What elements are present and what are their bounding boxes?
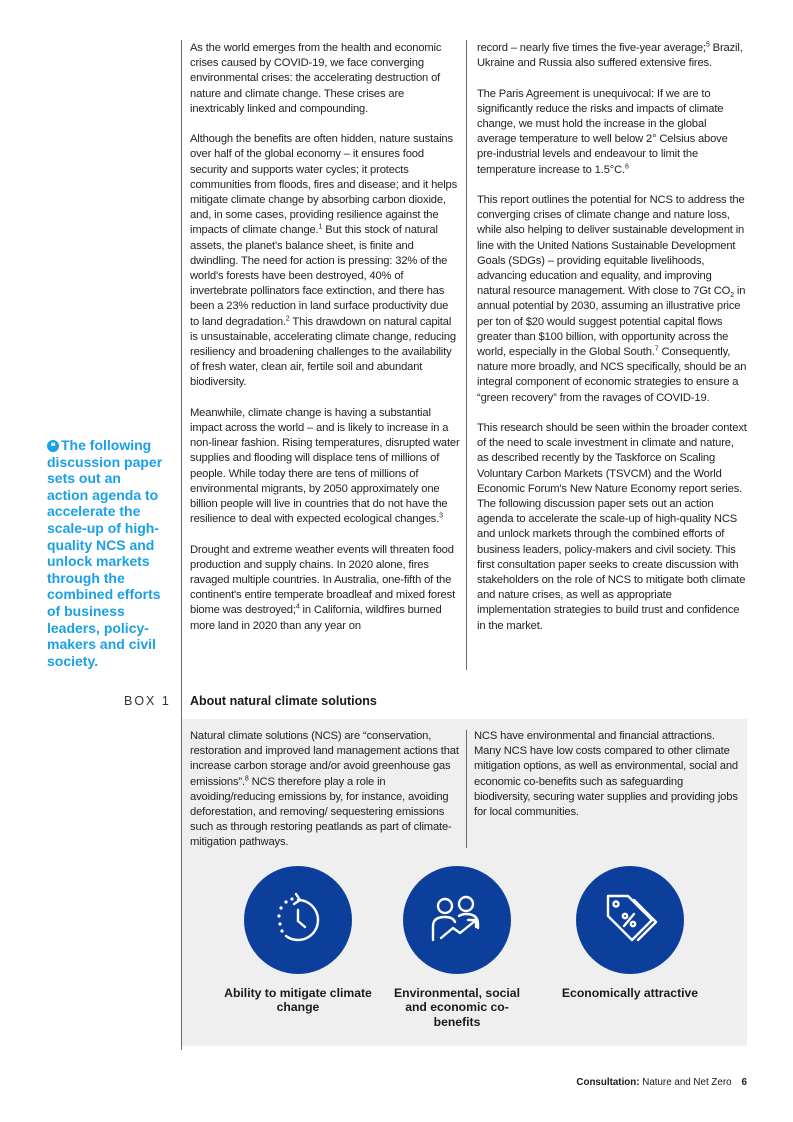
paragraph: This research should be seen within the broader context of the need to scale investment in climate and nature, as described recently by the Taskforce on Scaling Voluntary Carbon Markets (TSVCM) and the World Economic Forum's New Nature Economy report series. The following discussion paper sets out an action agenda to accelerate the scale-up of high-quality NCS and unlock markets through the combined efforts of business leaders, policy-makers and civil society. This first consultation paper seeks to create discussion with stakeholders on the role of NCS to mitigate both climate and nature crises, as well as appropriate implementation strategies to build trust and confidence in the market. (477, 422, 747, 632)
icon-label: Ability to mitigate climate change (224, 986, 372, 1015)
box-label: BOX 1 (124, 694, 171, 708)
paragraph: Meanwhile, climate change is having a substantial impact across the world – and is likely to increase in a non-linear fashion. Rising temperatures, disrupted water supplies and flooding will displace tens of millions of people. While today there are tens of millions of environmental migrants, by 2050 approximately one billion people will live in countries that do not have the resilience to deal with expected ecological changes.$^3$ (190, 406, 460, 526)
box-column-divider (466, 730, 467, 848)
page-footer (576, 1077, 747, 1088)
page-number: 6 (741, 1077, 747, 1088)
quote-icon: ❝ (47, 440, 59, 452)
paragraph: Drought and extreme weather events will threaten food production and supply chains. In 2020 alone, fires ravaged multiple countries. In Australia, one-fifth of the continent's entire temperate broadleaf and mixed forest biome was destroyed;$^4$ in California, wildfires burned more land in 2020 than any year on (190, 543, 456, 632)
box-text-left (190, 729, 460, 866)
paragraph: record – nearly five times the five-year average;$^5$ Brazil, Ukraine and Russia also suffered extensive fires. (477, 41, 743, 70)
pull-quote (47, 437, 165, 669)
icon-label: Environmental, social and economic co-benefits (394, 986, 520, 1029)
paragraph: This report outlines the potential for NCS to address the converging crises of climate change and nature loss, while also helping to deliver sustainable development in line with the United Nations Sustainable Development Goals (SDGs) – providing equitable livelihoods, advancing education and equality, and improving natural resource management. With close to 7Gt $CO_2$ in annual potential by 2030, assuming an illustrative price per ton of $20 would suggest potential capital flows greater than $100 billion, with opportunity across the world, especially in the Global South.$^7$ Consequently, nature more broadly, and NCS specifically, should be an integral component of economic strategies to ensure a “green recovery” from the ravages of COVID-19. (477, 194, 747, 404)
body-column-right (477, 41, 747, 649)
paragraph: NCS have environmental and financial attractions. Many NCS have low costs compared to other climate mitigation options, as well as environmental, social and economic co-benefits such as safeguarding biodiversity, securing water supplies and providing jobs for local communities. (474, 730, 738, 819)
paragraph: Natural climate solutions (NCS) are “conservation, restoration and improved land management actions that increase carbon storage and/or avoid greenhouse gas emissions”.$^8$ NCS therefore play a role in avoiding/reducing emissions by, for instance, avoiding deforestation, and removing/ sequestering emissions such as through restoring peatlands as part of climate-mitigation pathways. (190, 730, 459, 849)
people-growth-icon (403, 866, 511, 974)
body-column-left (190, 41, 460, 649)
price-tag-icon (576, 866, 684, 974)
pull-quote-text: The following discussion paper sets out an action agenda to accelerate the scale-up of high-quality NCS and unlock markets through the combined efforts of business leaders, policy-makers and civil society. (47, 437, 163, 669)
paragraph: Although the benefits are often hidden, nature sustains over half of the global economy – it ensures food security and supports water cycles; it protects communities from floods, fires and disease; and it helps mitigate climate change by absorbing carbon dioxide, and, in some cases, providing resilience against the impacts of climate change.$^1$ But this stock of natural assets, the planet's balance sheet, is finite and dwindling. The need for action is pressing: 32% of the world's forests have been destroyed, 40% of invertebrate pollinators face extinction, and there has been a 23% reduction in land surface productivity due to land degradation.$^2$ This drawdown on natural capital is unsustainable, accelerating climate change, reducing resiliency and broadening challenges to the availability of fresh water, clean air, fertile soil and abundant biodiversity. (190, 133, 458, 389)
box-text-right (474, 729, 740, 835)
column-divider-rule (466, 40, 467, 670)
icon-label: Economically attractive (561, 986, 699, 1000)
footer-doc-title: Nature and Net Zero (639, 1077, 732, 1088)
box-title: About natural climate solutions (190, 694, 377, 708)
footer-doc-label: Consultation: (576, 1077, 640, 1088)
paragraph: The Paris Agreement is unequivocal: If we are to significantly reduce the risks and impacts of climate change, we must hold the increase in the global average temperature to well below 2° Celsius above pre-industrial levels and endeavour to limit the temperature increase to 1.5°C.$^6$ (477, 87, 728, 176)
clock-arrow-icon (244, 866, 352, 974)
paragraph: As the world emerges from the health and economic crises caused by COVID-19, we face converging environmental crises: the accelerating destruction of nature and climate change. These crises are inextricably linked and compounding. (190, 42, 442, 115)
